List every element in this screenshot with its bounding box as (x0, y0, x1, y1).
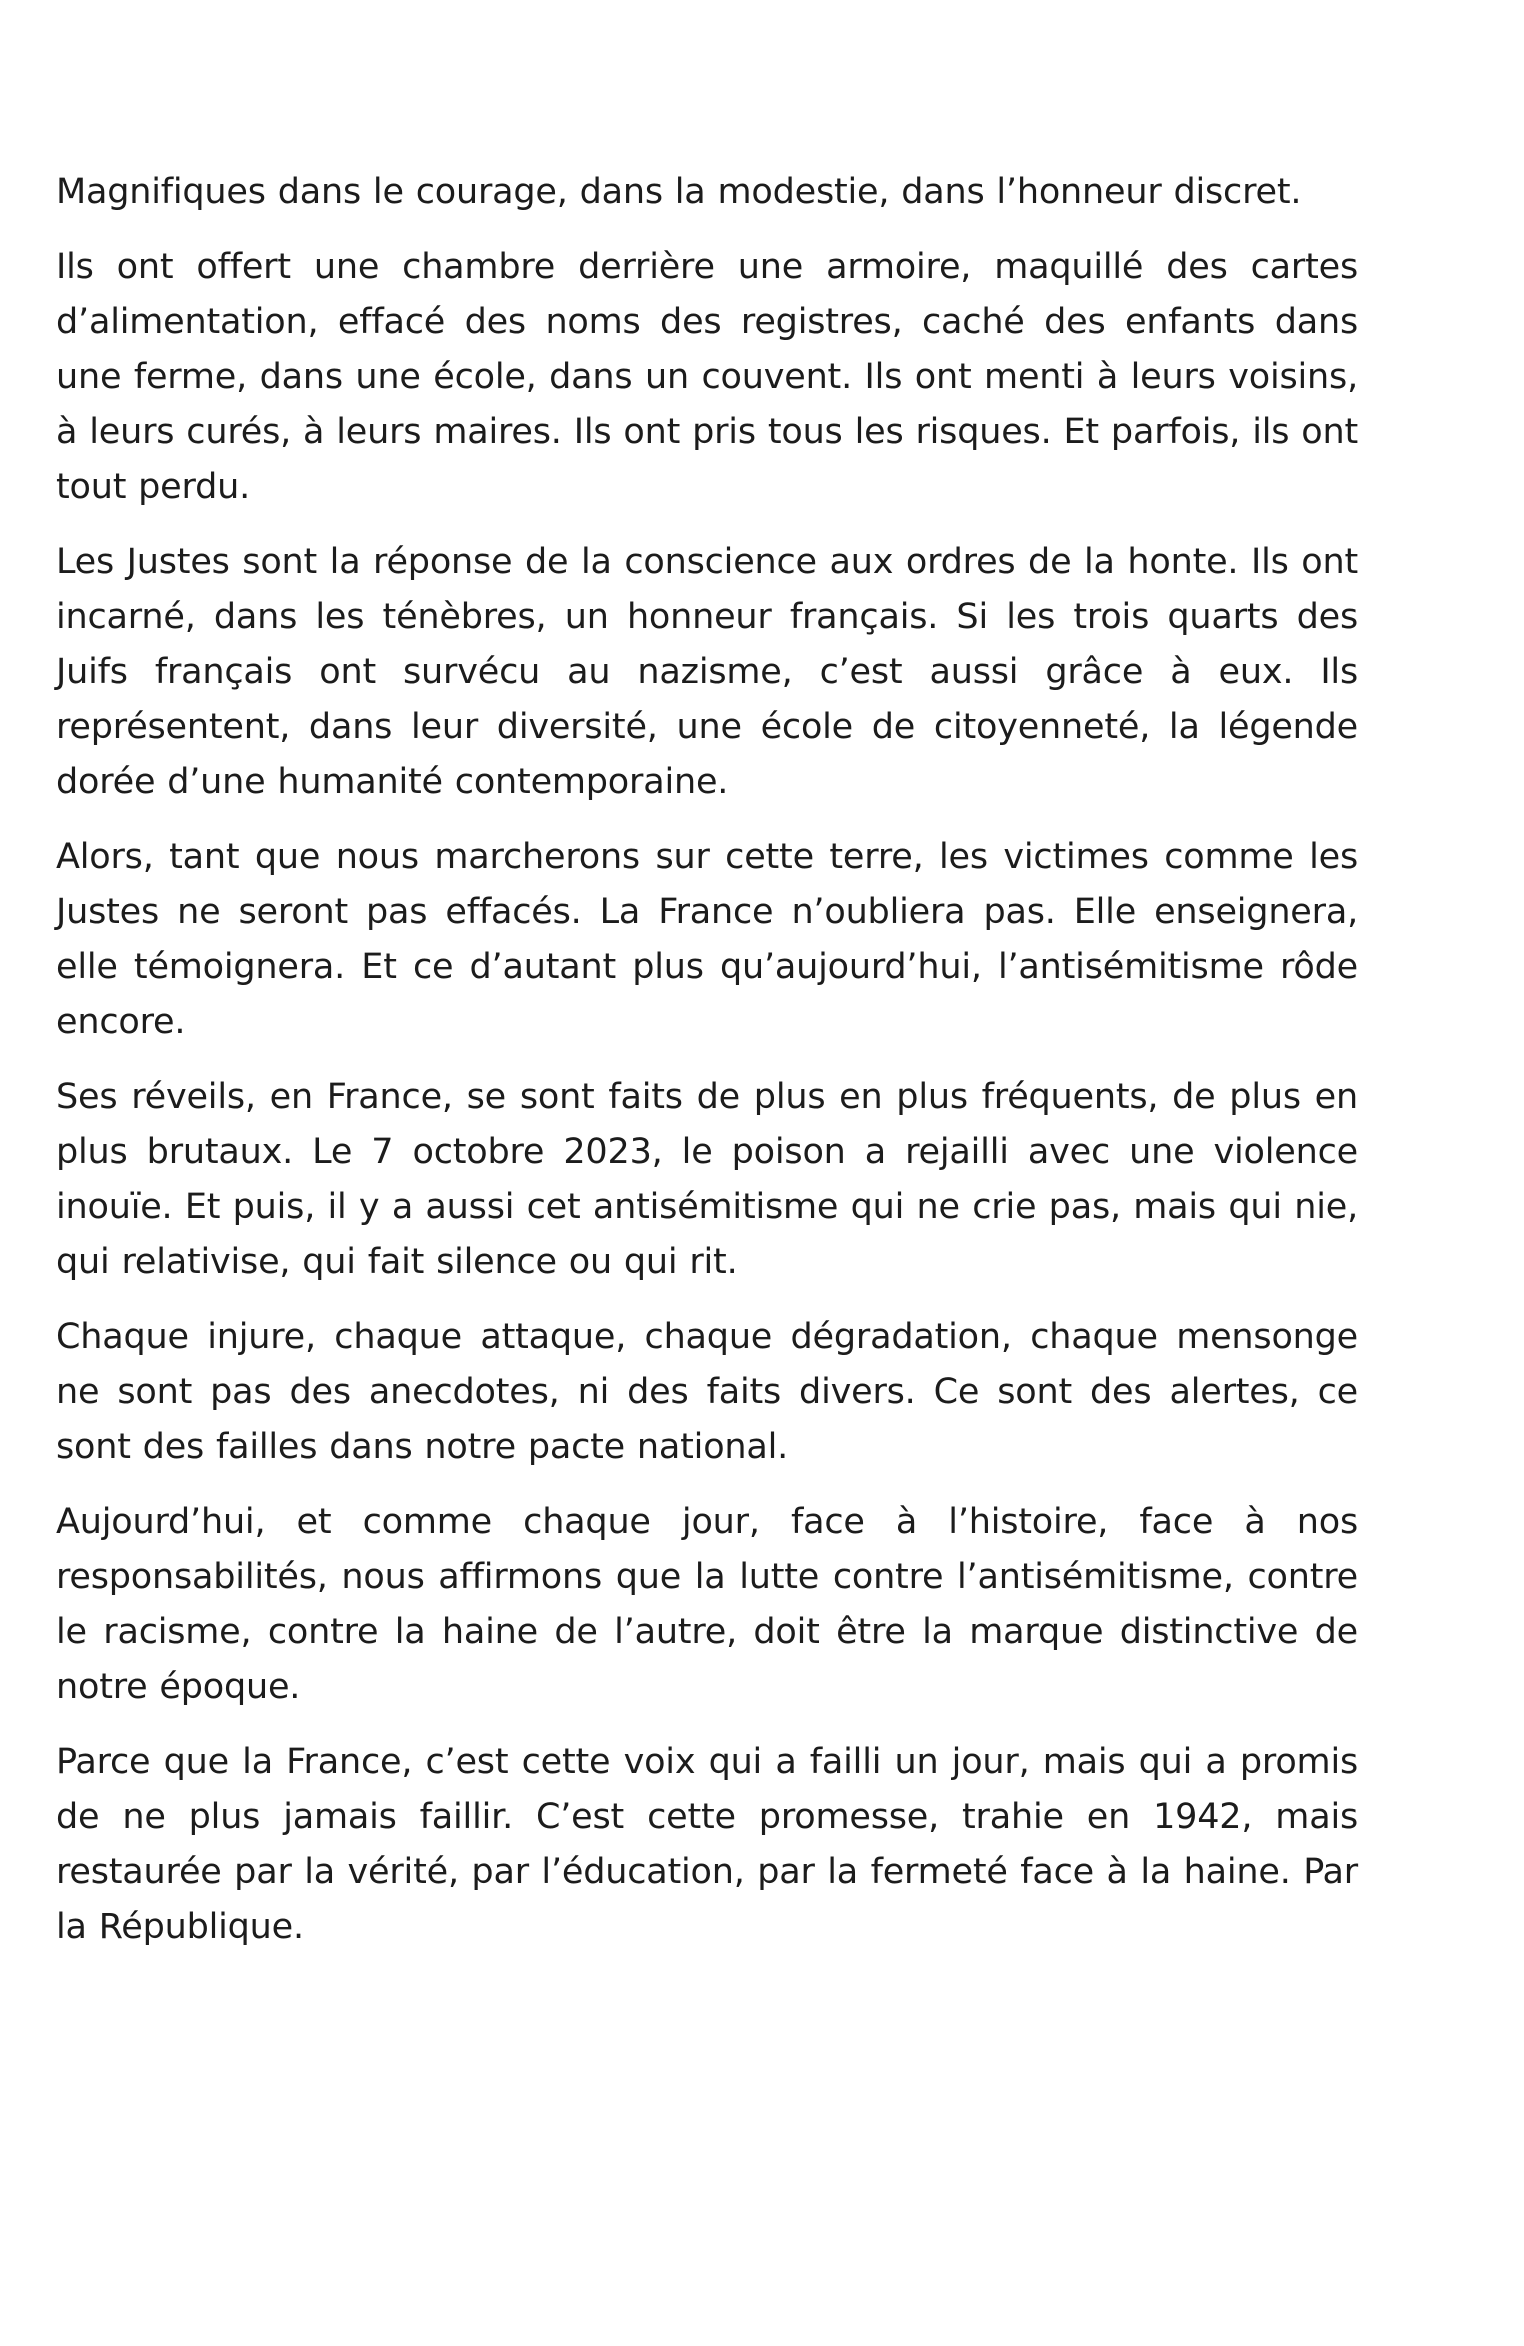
paragraph-5: Ses réveils, en France, se sont faits de plus en plus fréquents, de plus en plus brutaux. Le 7 octobre 2023, le poison a rejailli avec une violence inouïe. Et puis, il y a aussi cet antisémitisme qui ne crie pas, mais qui nie, qui relativise, qui fait silence ou qui rit. (56, 1077, 1358, 1282)
paragraph-3: Les Justes sont la réponse de la conscience aux ordres de la honte. Ils ont incarné, dans les ténèbres, un honneur français. Si les trois quarts des Juifs français ont survécu au nazisme, c’est aussi grâce à eux. Ils représentent, dans leur diversité, une école de citoyenneté, la légende dorée d’une humanité contemporaine. (56, 542, 1358, 802)
paragraph-1: Magnifiques dans le courage, dans la modestie, dans l’honneur discret. (56, 172, 1302, 212)
document-body (56, 165, 1358, 1975)
paragraph-8: Parce que la France, c’est cette voix qui a failli un jour, mais qui a promis de ne plus jamais faillir. C’est cette promesse, trahie en 1942, mais restaurée par la vérité, par l’éducation, par la fermeté face à la haine. Par la République. (56, 1742, 1358, 1947)
paragraph-2: Ils ont offert une chambre derrière une armoire, maquillé des cartes d’alimentation, effacé des noms des registres, caché des enfants dans une ferme, dans une école, dans un couvent. Ils ont menti à leurs voisins, à leurs curés, à leurs maires. Ils ont pris tous les risques. Et parfois, ils ont tout perdu. (56, 247, 1358, 507)
paragraph-7: Aujourd’hui, et comme chaque jour, face à l’histoire, face à nos responsabilités, nous affirmons que la lutte contre l’antisémitisme, contre le racisme, contre la haine de l’autre, doit être la marque distinctive de notre époque. (56, 1502, 1358, 1707)
paragraph-4: Alors, tant que nous marcherons sur cette terre, les victimes comme les Justes ne seront pas effacés. La France n’oubliera pas. Elle enseignera, elle témoignera. Et ce d’autant plus qu’aujourd’hui, l’antisémitisme rôde encore. (56, 837, 1358, 1042)
paragraph-6: Chaque injure, chaque attaque, chaque dégradation, chaque mensonge ne sont pas des anecdotes, ni des faits divers. Ce sont des alertes, ce sont des failles dans notre pacte national. (56, 1317, 1358, 1467)
